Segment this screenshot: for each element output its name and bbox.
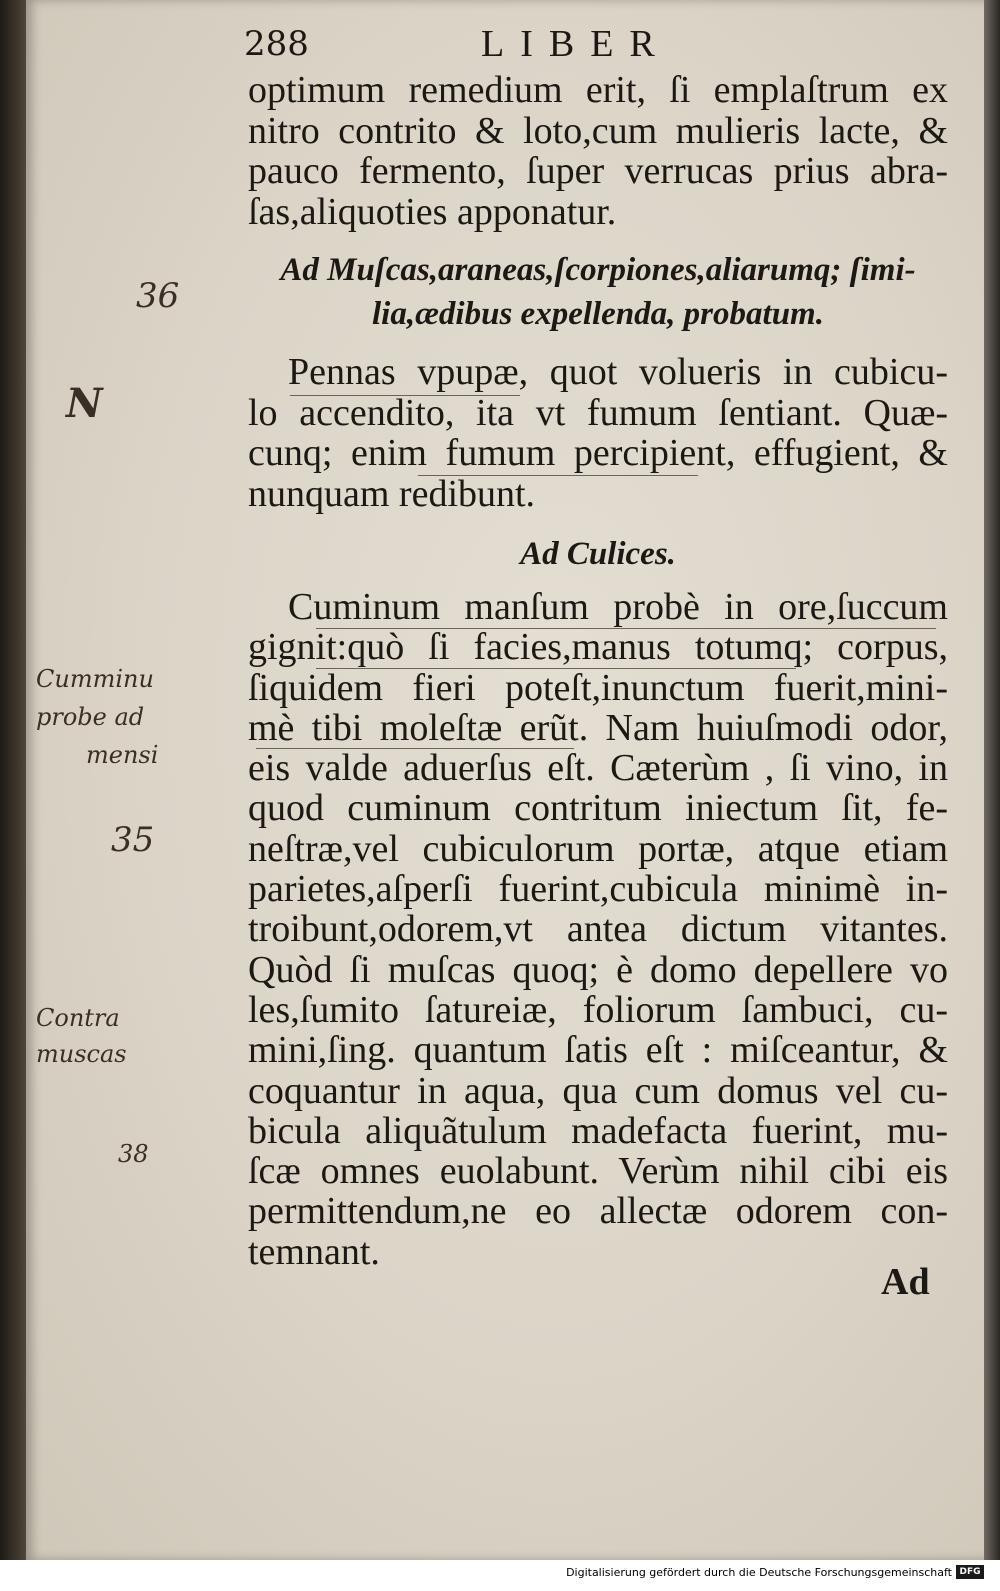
text-line: les,ſumito ſatureiæ, foliorum ſambuci, cu- [248,988,948,1031]
text-line: coquantur in aqua, qua cum domus vel cu- [248,1069,948,1112]
note-line: muscas [36,1040,127,1068]
text-line: optimum remedium erit, ſi emplaſtrum ex [248,69,948,111]
text-line: bicula aliquãtulum madefacta fuerint, mu- [248,1109,948,1152]
book-spine [0,0,28,1560]
note-line: mensi [86,741,159,769]
page-header [26,18,988,68]
text-line: nunquam redibunt. [248,472,536,515]
text-line: ſiquidem fieri poteſt,inunctum fuerit,mini- [248,666,948,709]
text-line: troibunt,odorem,vt antea dictum vitantes. [248,908,948,951]
dfg-logo: DFG [956,1565,984,1579]
margin-note-letter: N [66,380,103,427]
text-line: nitro contrito & loto,cum mulieris lacte, & [248,109,948,152]
margin-note-cumin [36,660,158,774]
paragraph-3 [248,587,948,1272]
note-line: probe ad [36,703,145,731]
text-line: pauco fermento, ſuper verrucas prius abra- [248,150,948,192]
note-line: Contra [36,1004,120,1032]
heading-line: lia,ædibus expellenda, probatum. [372,296,824,332]
margin-note-number: 38 [118,1140,149,1168]
text-line: temnant. [248,1230,380,1273]
text-line: Quòd ſi muſcas quoq; è domo depellere vo [248,948,948,991]
text-line: gignit:quò ſi facies,manus totumq; corpus, [248,626,948,669]
section-heading-culices: Ad Culices. [520,536,676,572]
text-line: permittendum,ne eo allectæ odorem con- [248,1190,948,1233]
text-line: eis valde aduerſus eſt. Cæterùm , ſi vino, in [248,747,948,790]
text-line: Cuminum manſum probè in ore,ſuccum [288,586,948,628]
text-line: ſas,aliquoties apponatur. [248,190,617,233]
text-line: quod cuminum contritum iniectum ſit, fe- [248,787,948,830]
funding-credit: Digitalisierung gefördert durch die Deutsche Forschungsgemeinschaft [566,1566,952,1579]
footer [0,1560,1000,1591]
page-edge [984,0,1000,1560]
note-line: Cumminu [36,665,154,693]
text-line: cunq; enim fumum percipient, effugient, & [248,432,948,474]
ink-underline [290,395,520,396]
text-line: neſtræ,vel cubiculorum portæ, atque etiam [248,827,948,870]
folio-number: 288 [244,24,309,64]
margin-note-number: 36 [136,276,180,316]
margin-note-contra [36,1000,127,1072]
ink-underline [256,748,574,749]
ink-underline [316,668,796,669]
text-line: lo accendito, ita vt fumum ſentiant. Quæ- [248,391,948,434]
paragraph-2 [248,352,948,514]
section-heading-muscas [248,248,948,336]
paragraph-1 [248,70,948,232]
margin-note-number: 35 [111,820,155,860]
ink-underline [418,475,698,476]
text-line: mè tibi moleſtæ erũt. Nam huiuſmodi odor, [248,706,948,749]
text-line: parietes,aſperſi fuerint,cubicula minimè in- [248,868,948,911]
ink-underline [316,628,936,629]
text-line: mini,ſing. quantum ſatis eſt : miſceantur, & [248,1029,948,1072]
book-page [26,0,988,1560]
running-title: LIBER [481,23,671,65]
text-line: ſcæ omnes euolabunt. Verùm nihil cibi eis [248,1150,948,1193]
text-line: Pennas vpupæ, quot volueris in cubicu- [288,351,948,393]
heading-line: Ad Muſcas,araneas,ſcorpiones,aliarumq; ſimi- [280,252,916,288]
catchword: Ad [881,1261,930,1303]
